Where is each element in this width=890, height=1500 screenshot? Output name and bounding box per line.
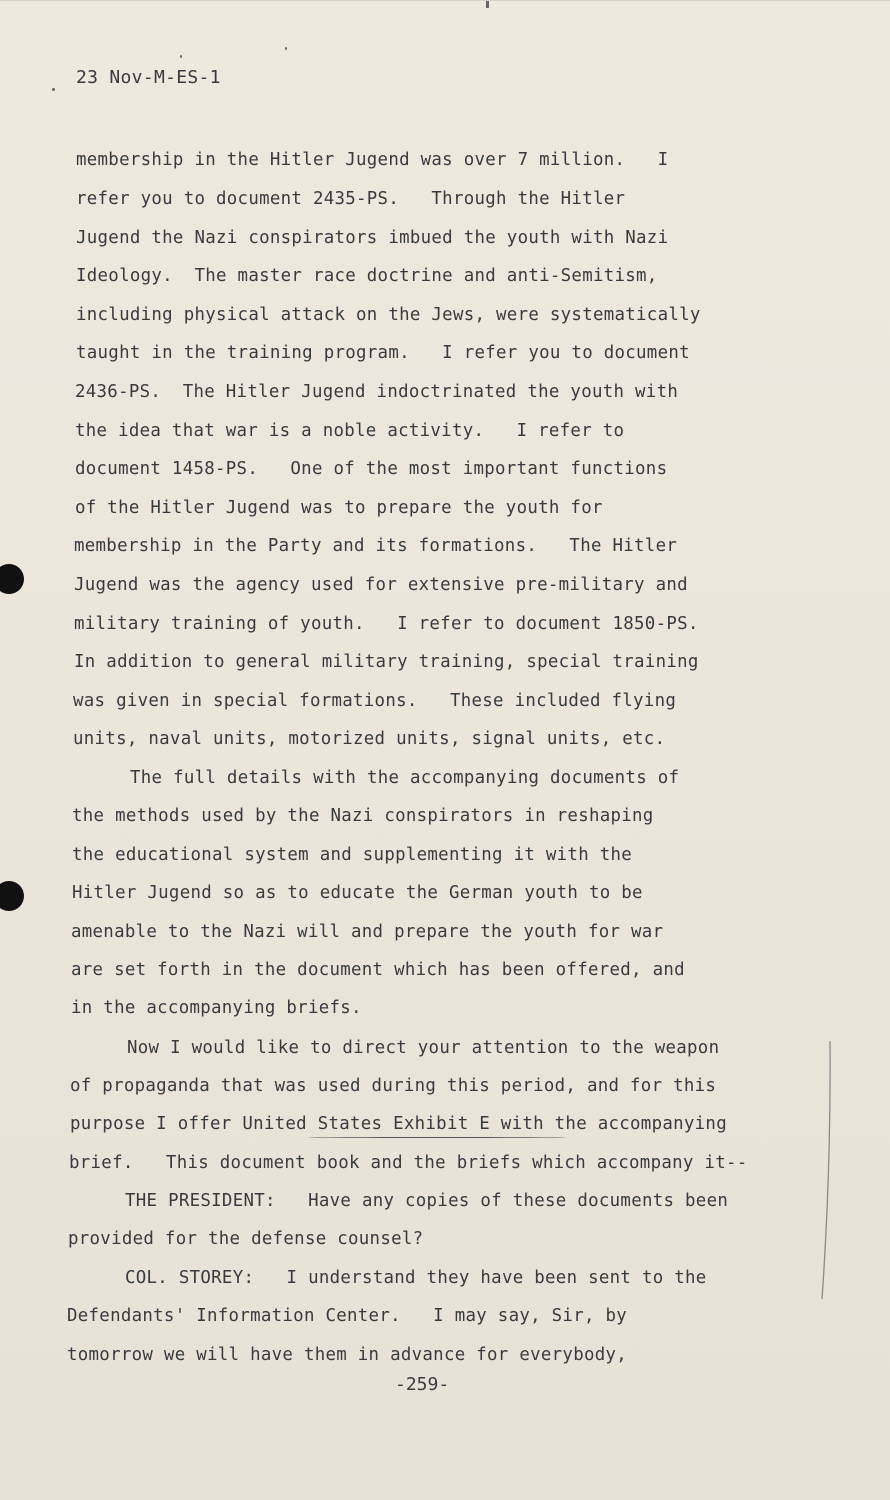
text-line: The full details with the accompanying documents of — [130, 768, 680, 788]
text-line: refer you to document 2435-PS. Through the Hitler — [76, 189, 626, 209]
text-line: Now I would like to direct your attention to the weapon — [127, 1038, 720, 1058]
text-line: the idea that war is a noble activity. I refer to — [75, 421, 625, 441]
text-line: THE PRESIDENT: Have any copies of these documents been — [125, 1191, 729, 1211]
text-line: military training of youth. I refer to document 1850-PS. — [74, 614, 699, 634]
text-line: units, naval units, motorized units, signal units, etc. — [73, 729, 666, 749]
text-line: Jugend was the agency used for extensive pre-military and — [74, 575, 688, 595]
text-line: document 1458-PS. One of the most important functions — [75, 459, 668, 479]
punch-hole — [0, 564, 24, 594]
text-line: of the Hitler Jugend was to prepare the youth for — [75, 498, 603, 518]
paper-mark — [486, 1, 489, 8]
paper-speck — [180, 55, 182, 58]
text-line: 2436-PS. The Hitler Jugend indoctrinated the youth with — [75, 382, 679, 402]
page-number: -259- — [395, 1374, 450, 1395]
text-line: provided for the defense counsel? — [68, 1229, 424, 1249]
margin-pencil-line — [818, 1041, 832, 1301]
text-line: are set forth in the document which has been offered, and — [71, 960, 685, 980]
text-line: of propaganda that was used during this period, and for this — [70, 1076, 717, 1096]
text-line: was given in special formations. These included flying — [73, 691, 677, 711]
text-line: membership in the Hitler Jugend was over 7 million. I — [76, 150, 669, 170]
text-line: taught in the training program. I refer you to document — [76, 343, 690, 363]
text-line: including physical attack on the Jews, were systematically — [76, 305, 701, 325]
text-line: tomorrow we will have them in advance for everybody, — [67, 1345, 628, 1365]
text-line: Defendants' Information Center. I may say, Sir, by — [67, 1306, 628, 1326]
text-line: the educational system and supplementing it with the — [72, 845, 633, 865]
text-line: Jugend the Nazi conspirators imbued the youth with Nazi — [76, 228, 669, 248]
punch-hole — [0, 881, 24, 911]
text-line: Hitler Jugend so as to educate the German youth to be — [72, 883, 643, 903]
document-reference: 23 Nov-M-ES-1 — [76, 67, 221, 88]
text-line: in the accompanying briefs. — [71, 998, 362, 1018]
text-line: purpose I offer United States Exhibit E with the accompanying — [70, 1114, 727, 1134]
paper-speck — [285, 47, 287, 50]
text-line: Ideology. The master race doctrine and anti-Semitism, — [76, 266, 658, 286]
handwritten-underline — [308, 1137, 566, 1138]
text-line: brief. This document book and the briefs which accompany it-- — [69, 1153, 748, 1173]
text-line: amenable to the Nazi will and prepare the youth for war — [71, 922, 664, 942]
text-line: In addition to general military training, special training — [74, 652, 699, 672]
text-line: the methods used by the Nazi conspirators in reshaping — [72, 806, 654, 826]
text-line: membership in the Party and its formations. The Hitler — [74, 536, 678, 556]
text-line: COL. STOREY: I understand they have been sent to the — [125, 1268, 707, 1288]
paper-speck — [52, 88, 55, 91]
